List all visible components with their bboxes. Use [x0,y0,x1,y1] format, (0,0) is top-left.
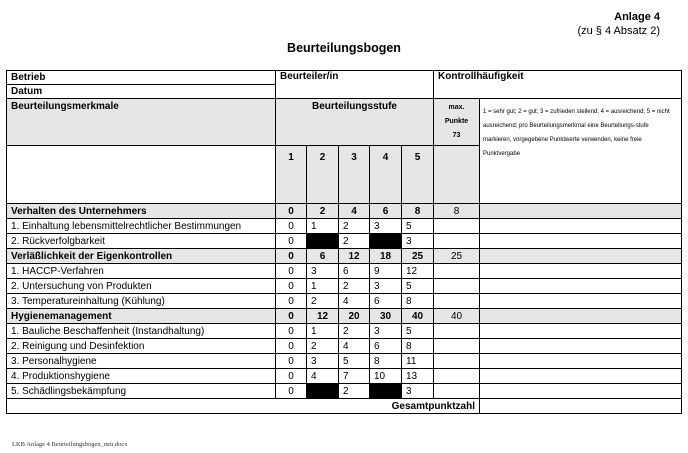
blocked-cell [370,384,402,399]
blank-cell [7,146,276,204]
points-level-5: 8 [402,294,434,309]
max-points-value: 73 [452,132,461,139]
points-level-3: 2 [339,279,370,294]
merkmale-header: Beurteilungsmerkmale [7,99,276,146]
points-level-3: 4 [339,204,370,219]
points-level-3: 2 [339,219,370,234]
points-level-4: 10 [370,369,402,384]
max-points-cell: 25 [434,249,480,264]
frequency-cell [480,309,682,324]
points-level-2: 1 [307,324,339,339]
points-level-4: 30 [370,309,402,324]
points-level-4: 3 [370,219,402,234]
beurteiler-label: Beurteiler/in [276,71,434,99]
max-points-cell [434,234,480,249]
item-label: 2. Reinigung und Desinfektion [7,339,276,354]
points-level-1: 0 [276,219,307,234]
kontrollhaeufigkeit-label: Kontrollhäufigkeit [434,71,682,99]
blocked-cell [370,234,402,249]
points-level-3: 12 [339,249,370,264]
section-row [7,309,682,324]
points-level-1: 0 [276,234,307,249]
betrieb-label: Betrieb [7,71,276,85]
points-level-2: 4 [307,369,339,384]
item-label: 4. Produktionshygiene [7,369,276,384]
points-level-5: 25 [402,249,434,264]
max-points-cell [434,294,480,309]
datum-label: Datum [7,85,276,99]
points-level-5: 5 [402,219,434,234]
points-level-1: 0 [276,354,307,369]
points-level-2: 2 [307,339,339,354]
points-level-1: 0 [276,384,307,399]
points-level-5: 8 [402,204,434,219]
points-level-1: 0 [276,324,307,339]
page-title: Beurteilungsbogen [287,41,401,55]
blocked-cell [307,384,339,399]
points-level-4: 18 [370,249,402,264]
item-label: 5. Schädlingsbekämpfung [7,384,276,399]
frequency-cell [480,294,682,309]
points-level-2: 6 [307,249,339,264]
frequency-cell [480,204,682,219]
max-points-cell: 8 [434,204,480,219]
level-3-header: 3 [339,146,370,204]
points-level-4: 3 [370,279,402,294]
points-level-3: 2 [339,324,370,339]
points-level-2: 1 [307,279,339,294]
total-row [7,399,682,414]
points-level-2: 12 [307,309,339,324]
points-level-1: 0 [276,309,307,324]
annex-label: Anlage 4 [614,11,660,23]
item-row [7,324,682,339]
points-level-1: 0 [276,249,307,264]
footer-filename: LKB Anlage 4 Beurteilungsbogen_neu.docx [12,441,128,448]
frequency-cell [480,279,682,294]
scale-legend: 1 = sehr gut; 2 = gut; 3 = zufrieden stellend; 4 = ausreichend; 5 = nicht ausreichend; pro Beurteilungsmerkmal eine Beurteilungs-stufe markieren, vorgegebene Punktwerte verwenden, keine freie Punktvergabe [480,99,682,204]
item-label: 1. Einhaltung lebensmittelrechtlicher Bestimmungen [7,219,276,234]
points-level-4: 6 [370,294,402,309]
points-level-1: 0 [276,294,307,309]
points-level-1: 0 [276,369,307,384]
points-level-2: 3 [307,264,339,279]
points-level-3: 2 [339,234,370,249]
points-level-3: 7 [339,369,370,384]
points-level-5: 8 [402,339,434,354]
points-level-5: 3 [402,384,434,399]
frequency-cell [480,249,682,264]
points-level-4: 6 [370,204,402,219]
points-level-5: 5 [402,279,434,294]
points-level-5: 13 [402,369,434,384]
annex-reference [577,10,660,38]
points-level-2: 1 [307,219,339,234]
evaluation-table [6,70,682,414]
max-label: max. [448,104,465,111]
max-punkte-header [434,99,480,146]
item-label: 3. Personalhygiene [7,354,276,369]
points-level-3: 4 [339,294,370,309]
max-points-cell [434,324,480,339]
level-5-header: 5 [402,146,434,204]
total-label: Gesamtpunktzahl [7,399,480,414]
section-label: Hygienemanagement [7,309,276,324]
max-blank-cell [434,146,480,204]
points-level-5: 5 [402,324,434,339]
frequency-cell [480,234,682,249]
frequency-cell [480,384,682,399]
points-level-1: 0 [276,264,307,279]
points-level-5: 40 [402,309,434,324]
section-row [7,249,682,264]
points-level-4: 6 [370,339,402,354]
item-row [7,264,682,279]
total-value-cell [480,399,682,414]
points-level-3: 4 [339,339,370,354]
punkte-label: Punkte [444,118,469,125]
max-points-cell [434,369,480,384]
points-level-2: 2 [307,204,339,219]
item-label: 2. Untersuchung von Produkten [7,279,276,294]
points-level-1: 0 [276,279,307,294]
item-row [7,234,682,249]
max-points-cell [434,264,480,279]
points-level-3: 2 [339,384,370,399]
frequency-cell [480,339,682,354]
level-2-header: 2 [307,146,339,204]
section-label: Verläßlichkeit der Eigenkontrollen [7,249,276,264]
points-level-1: 0 [276,204,307,219]
annex-paragraph-ref: (zu § 4 Absatz 2) [577,25,660,37]
points-level-4: 9 [370,264,402,279]
item-row [7,384,682,399]
max-points-cell [434,279,480,294]
item-row [7,279,682,294]
frequency-cell [480,324,682,339]
max-points-cell: 40 [434,309,480,324]
item-row [7,339,682,354]
item-label: 3. Temperatureinhaltung (Kühlung) [7,294,276,309]
points-level-3: 5 [339,354,370,369]
max-points-cell [434,384,480,399]
points-level-4: 8 [370,354,402,369]
points-level-3: 20 [339,309,370,324]
item-row [7,219,682,234]
max-points-cell [434,339,480,354]
points-level-3: 6 [339,264,370,279]
points-level-2: 3 [307,354,339,369]
blocked-cell [307,234,339,249]
points-level-1: 0 [276,339,307,354]
item-row [7,294,682,309]
frequency-cell [480,354,682,369]
item-label: 1. HACCP-Verfahren [7,264,276,279]
item-label: 1. Bauliche Beschaffenheit (Instandhaltung) [7,324,276,339]
points-level-2: 2 [307,294,339,309]
points-level-4: 3 [370,324,402,339]
stufe-header: Beurteilungsstufe [276,99,434,146]
level-4-header: 4 [370,146,402,204]
item-row [7,354,682,369]
max-points-cell [434,219,480,234]
item-row [7,369,682,384]
section-row [7,204,682,219]
frequency-cell [480,369,682,384]
points-level-5: 11 [402,354,434,369]
frequency-cell [480,264,682,279]
frequency-cell [480,219,682,234]
level-1-header: 1 [276,146,307,204]
points-level-5: 3 [402,234,434,249]
item-label: 2. Rückverfolgbarkeit [7,234,276,249]
section-label: Verhalten des Unternehmers [7,204,276,219]
points-level-5: 12 [402,264,434,279]
max-points-cell [434,354,480,369]
